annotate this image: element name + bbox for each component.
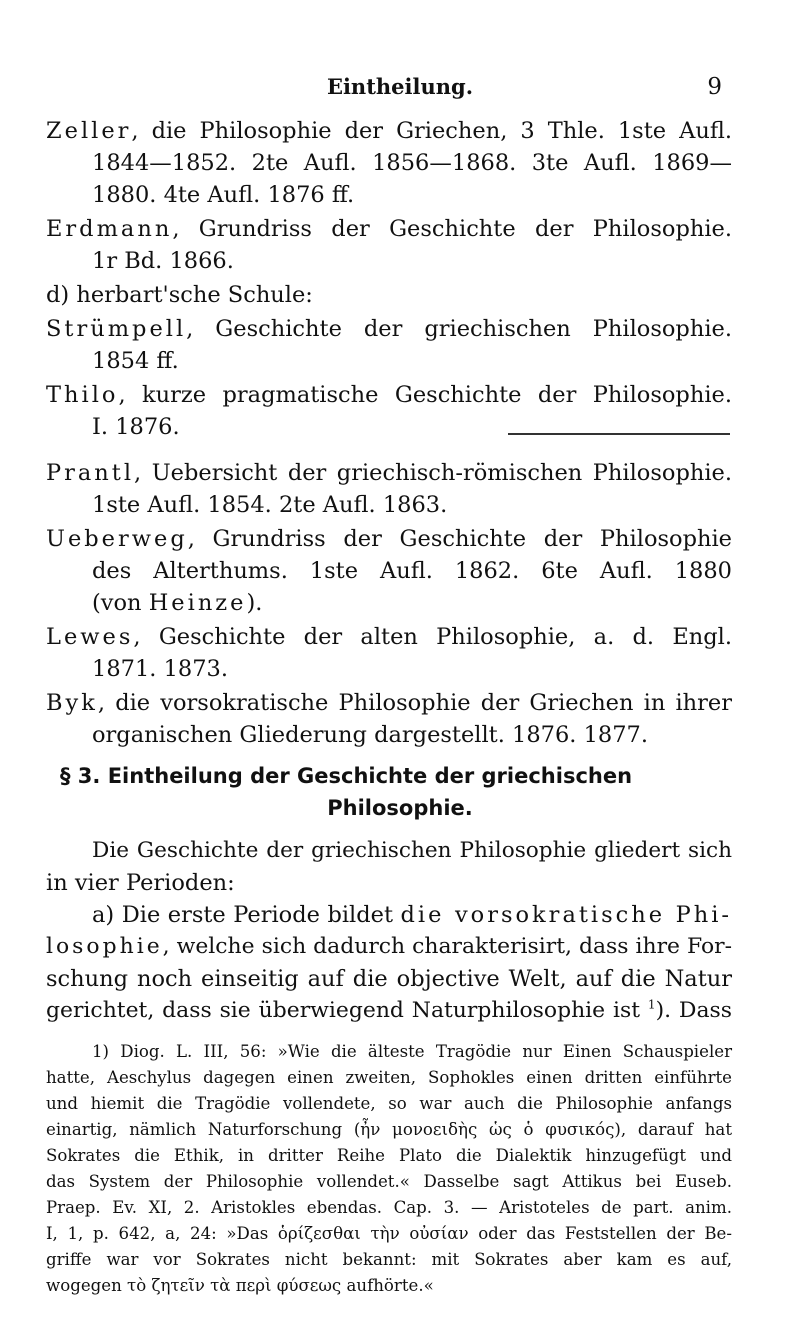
footnote-line: Praep. Ev. XI, 2. Aristokles ebendas. Cap. 3. — Aristoteles de part. anim. [46, 1198, 732, 1217]
page-number: 9 [707, 74, 722, 100]
bib-text-line: I. 1876. [92, 414, 180, 440]
bib-text-line: 1r Bd. 1866. [92, 248, 234, 274]
section-rule [508, 433, 730, 435]
bib-text-line: 1854 ff. [92, 348, 179, 374]
bib-entry-lewes [46, 622, 732, 652]
footnote-line: und hiemit die Tragödie vollendete, so war auch die Philosophie anfangs [46, 1094, 732, 1113]
footnote-line: das System der Philosophie vollendet.« Dasselbe sagt Attikus bei Euseb. [46, 1172, 732, 1191]
bib-entry-ueberweg [46, 524, 732, 554]
bib-entry-byk [46, 688, 732, 718]
body-text-line [46, 996, 732, 1026]
emphasis-text: die vorsokratische Phi- [400, 902, 732, 928]
bib-text-line: 1ste Aufl. 1854. 2te Aufl. 1863. [92, 492, 448, 518]
running-title: Eintheilung. [326, 74, 474, 99]
subsection-label: d) herbart'sche Schule: [46, 282, 313, 308]
footnote-line: hatte, Aeschylus dagegen einen zweiten, Sophokles einen dritten einführte [46, 1068, 732, 1087]
bib-text-line: des Alterthums. 1ste Aufl. 1862. 6te Aufl. 1880 [92, 558, 732, 584]
bib-text-line: 1871. 1873. [92, 656, 228, 682]
emphasis-text: losophie [46, 934, 163, 959]
author-name: Thilo [46, 382, 119, 408]
bib-text: , kurze pragmatische Geschichte der Philosophie. [118, 382, 732, 408]
bib-text: , Geschichte der griechischen Philosophie. [186, 316, 732, 342]
body-text: , welche sich dadurch charakterisirt, dass ihre For- [162, 934, 732, 959]
bib-text: , Geschichte der alten Philosophie, a. d. Engl. [133, 624, 732, 650]
bib-entry-prantl [46, 458, 732, 488]
author-name: Strümpell [46, 316, 187, 342]
author-name: Ueberweg [46, 526, 188, 552]
bib-text: , die Philosophie der Griechen, 3 Thle. 1ste Aufl. [131, 118, 732, 144]
footnote-line: wogegen τὸ ζητεῖν τὰ περὶ φύσεως aufhörte.« [46, 1276, 434, 1295]
footnote-ref: 1 [647, 997, 656, 1012]
footnote-line: einartig, nämlich Naturforschung (ἦν μονοειδὴς ὡς ὁ φυσικός), darauf hat [46, 1120, 732, 1139]
body-text-line: Die Geschichte der griechischen Philosophie gliedert sich [92, 838, 732, 863]
author-name: Lewes [46, 624, 134, 650]
body-text: gerichtet, dass sie überwiegend Naturphilosophie ist [46, 998, 648, 1023]
section-heading: § 3. Eintheilung der Geschichte der griechischen [60, 764, 633, 788]
body-text-line: in vier Perioden: [46, 870, 235, 896]
footnote-line: griffe war vor Sokrates nicht bekannt: mit Sokrates aber kam es auf, [46, 1250, 732, 1269]
author-name: Erdmann [46, 216, 173, 242]
bib-text-line: 1880. 4te Aufl. 1876 ff. [92, 182, 355, 208]
bib-text: (von [92, 590, 149, 616]
author-name: Prantl [46, 460, 135, 486]
bib-text: , Uebersicht der griechisch-römischen Philosophie. [134, 460, 732, 486]
bib-text: , Grundriss der Geschichte der Philosophie. [172, 216, 732, 242]
bib-text-line [92, 588, 262, 618]
footnote-line: Sokrates die Ethik, in dritter Reihe Plato die Dialektik hinzugefügt und [46, 1146, 732, 1165]
bib-entry-erdmann [46, 214, 732, 244]
body-text: a) Die erste Periode bildet [92, 902, 401, 928]
bib-text-line: 1844—1852. 2te Aufl. 1856—1868. 3te Aufl. 1869— [92, 150, 732, 176]
bib-entry-struempell [46, 314, 732, 344]
section-heading-cont: Philosophie. [327, 796, 473, 820]
body-text: ). Dass [655, 998, 733, 1023]
author-name: Byk [46, 690, 98, 716]
author-name: Zeller [46, 118, 132, 144]
footnote-line: I, 1, p. 642, a, 24: »Das ὁρίζεσθαι τὴν οὐσίαν oder das Feststellen der Be- [46, 1224, 732, 1243]
bib-text: , Grundriss der Geschichte der Philosophie [187, 526, 732, 552]
running-header [0, 74, 800, 104]
bib-text: ). [246, 590, 263, 616]
bib-text: , die vorsokratische Philosophie der Griechen in ihrer [97, 690, 732, 716]
body-text-line [92, 900, 732, 930]
body-text-line [46, 932, 732, 962]
editor-name: Heinze [148, 590, 247, 616]
bib-entry-zeller [46, 116, 732, 146]
body-text-line: schung noch einseitig auf die objective Welt, auf die Natur [46, 966, 732, 992]
bib-text-line: organischen Gliederung dargestellt. 1876. 1877. [92, 722, 649, 748]
bib-entry-thilo [46, 380, 732, 410]
footnote-line: 1) Diog. L. III, 56: »Wie die älteste Tragödie nur Einen Schauspieler [92, 1042, 732, 1061]
